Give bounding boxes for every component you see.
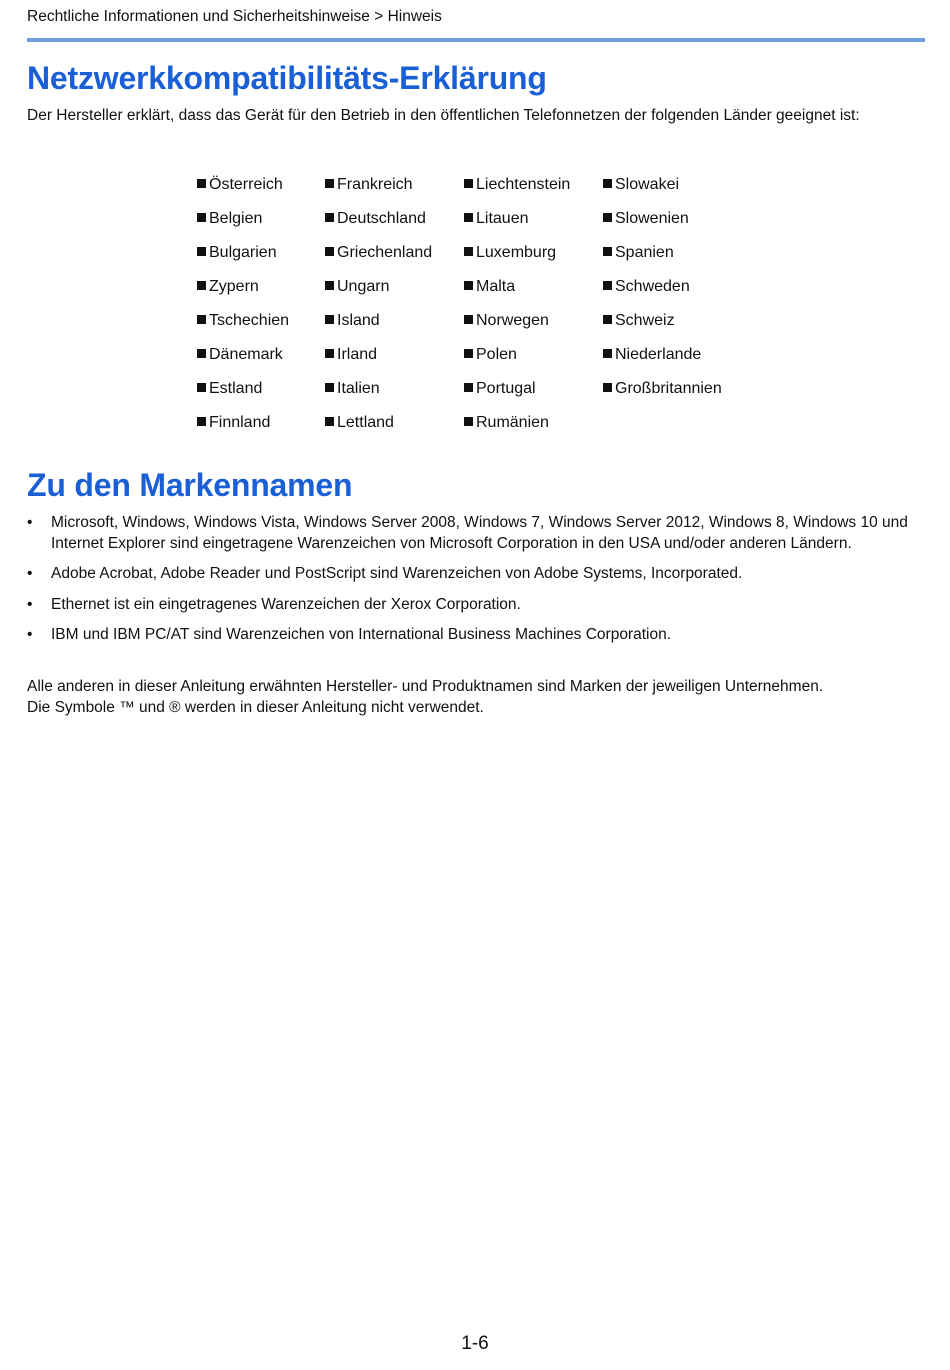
square-bullet-icon	[325, 179, 334, 188]
square-bullet-icon	[464, 417, 473, 426]
list-item	[27, 564, 925, 585]
country-row	[197, 174, 757, 208]
country-name: Bulgarien	[209, 244, 277, 261]
country-name: Belgien	[209, 210, 263, 227]
page-number: 1-6	[461, 1333, 489, 1354]
trademark-closing	[27, 677, 925, 718]
square-bullet-icon	[603, 383, 612, 392]
trademark-text: Microsoft, Windows, Windows Vista, Windows Server 2008, Windows 7, Windows Server 2012, Windows 8, Windows 10 und Internet Explorer sind eingetragene Warenzeichen von Microsoft Corporation in den USA und/oder anderen Ländern.	[51, 514, 908, 552]
square-bullet-icon	[325, 281, 334, 290]
trademark-text: IBM und IBM PC/AT sind Warenzeichen von International Business Machines Corporation.	[51, 626, 672, 643]
country-name: Slowakei	[615, 176, 680, 193]
trademark-text: Adobe Acrobat, Adobe Reader und PostScript sind Warenzeichen von Adobe Systems, Incorporated.	[51, 565, 743, 582]
square-bullet-icon	[603, 315, 612, 324]
list-item	[27, 595, 925, 616]
square-bullet-icon	[464, 315, 473, 324]
country-name: Ungarn	[337, 278, 390, 295]
country-name: Italien	[337, 380, 380, 397]
country-item	[603, 378, 722, 400]
country-item	[197, 174, 283, 196]
square-bullet-icon	[603, 213, 612, 222]
country-item	[464, 208, 529, 230]
square-bullet-icon	[464, 213, 473, 222]
trademark-text: Ethernet ist ein eingetragenes Warenzeichen der Xerox Corporation.	[51, 595, 521, 613]
country-item	[325, 378, 380, 400]
country-name: Island	[337, 312, 380, 329]
country-name: Lettland	[337, 414, 394, 431]
country-item	[464, 276, 515, 298]
square-bullet-icon	[197, 247, 206, 256]
country-item	[325, 208, 426, 230]
square-bullet-icon	[464, 383, 473, 392]
country-name: Tschechien	[209, 312, 290, 329]
country-name: Österreich	[209, 176, 283, 193]
country-name: Großbritannien	[615, 380, 722, 397]
country-item	[603, 174, 679, 196]
country-name: Dänemark	[209, 346, 283, 363]
country-name: Portugal	[476, 380, 536, 397]
square-bullet-icon	[603, 349, 612, 358]
breadcrumb: Rechtliche Informationen und Sicherheitshinweise > Hinweis	[27, 8, 442, 25]
trademark-list	[27, 513, 925, 656]
country-item	[197, 412, 270, 434]
bullet-icon: •	[27, 514, 33, 531]
country-name: Rumänien	[476, 414, 549, 431]
country-name: Slowenien	[615, 210, 689, 227]
bullet-icon: •	[27, 595, 33, 613]
country-row	[197, 208, 757, 242]
country-item	[325, 412, 394, 434]
square-bullet-icon	[325, 247, 334, 256]
square-bullet-icon	[603, 281, 612, 290]
country-name: Polen	[476, 346, 517, 363]
country-name: Liechtenstein	[476, 176, 571, 193]
square-bullet-icon	[603, 247, 612, 256]
country-item	[464, 310, 549, 332]
country-item	[603, 310, 675, 332]
country-name: Schweiz	[615, 312, 675, 329]
country-name: Spanien	[615, 244, 674, 261]
country-name: Zypern	[209, 278, 259, 295]
square-bullet-icon	[325, 213, 334, 222]
square-bullet-icon	[325, 315, 334, 324]
country-name: Schweden	[615, 278, 690, 295]
network-compatibility-title: Netzwerkkompatibilitäts-Erklärung	[27, 60, 547, 96]
square-bullet-icon	[464, 281, 473, 290]
country-name: Norwegen	[476, 312, 549, 329]
square-bullet-icon	[197, 213, 206, 222]
country-name: Litauen	[476, 210, 529, 227]
country-row	[197, 412, 757, 446]
country-name: Estland	[209, 380, 263, 397]
square-bullet-icon	[197, 315, 206, 324]
country-item	[464, 412, 549, 434]
country-name: Irland	[337, 346, 378, 363]
country-name: Griechenland	[337, 244, 433, 261]
closing-line-2: Die Symbole ™ und ® werden in dieser Anleitung nicht verwendet.	[27, 698, 484, 716]
country-name: Luxemburg	[476, 244, 557, 261]
country-item	[325, 344, 377, 366]
country-row	[197, 276, 757, 310]
country-item	[197, 242, 277, 264]
header-divider	[27, 38, 925, 42]
country-name: Niederlande	[615, 346, 702, 363]
square-bullet-icon	[325, 349, 334, 358]
country-name: Deutschland	[337, 210, 426, 227]
square-bullet-icon	[197, 281, 206, 290]
country-item	[197, 208, 262, 230]
bullet-icon: •	[27, 626, 33, 643]
country-item	[603, 344, 701, 366]
country-name: Frankreich	[337, 176, 413, 193]
square-bullet-icon	[325, 383, 334, 392]
square-bullet-icon	[197, 179, 206, 188]
square-bullet-icon	[464, 349, 473, 358]
country-item	[197, 310, 289, 332]
country-item	[325, 310, 380, 332]
country-name: Malta	[476, 278, 516, 295]
country-item	[603, 242, 674, 264]
square-bullet-icon	[464, 179, 473, 188]
country-item	[325, 276, 389, 298]
country-row	[197, 344, 757, 378]
trademarks-title: Zu den Markennamen	[27, 467, 353, 503]
square-bullet-icon	[325, 417, 334, 426]
country-item	[464, 378, 536, 400]
square-bullet-icon	[197, 417, 206, 426]
square-bullet-icon	[464, 247, 473, 256]
country-item	[464, 344, 517, 366]
country-item	[603, 208, 689, 230]
country-item	[197, 276, 259, 298]
country-item	[197, 378, 262, 400]
country-row	[197, 378, 757, 412]
country-item	[464, 242, 556, 264]
country-row	[197, 310, 757, 344]
country-item	[603, 276, 690, 298]
network-compatibility-intro: Der Hersteller erklärt, dass das Gerät für den Betrieb in den öffentlichen Telefonnetzen der folgenden Länder geeignet ist:	[27, 107, 860, 124]
country-list	[197, 174, 757, 446]
list-item	[27, 513, 925, 554]
list-item	[27, 625, 925, 646]
country-name: Finnland	[209, 414, 271, 431]
closing-line-1: Alle anderen in dieser Anleitung erwähnten Hersteller- und Produktnamen sind Marken der jeweiligen Unternehmen.	[27, 678, 824, 695]
country-item	[325, 242, 432, 264]
square-bullet-icon	[197, 383, 206, 392]
country-row	[197, 242, 757, 276]
country-item	[325, 174, 413, 196]
square-bullet-icon	[197, 349, 206, 358]
country-item	[197, 344, 283, 366]
country-item	[464, 174, 570, 196]
square-bullet-icon	[603, 179, 612, 188]
bullet-icon: •	[27, 565, 33, 582]
